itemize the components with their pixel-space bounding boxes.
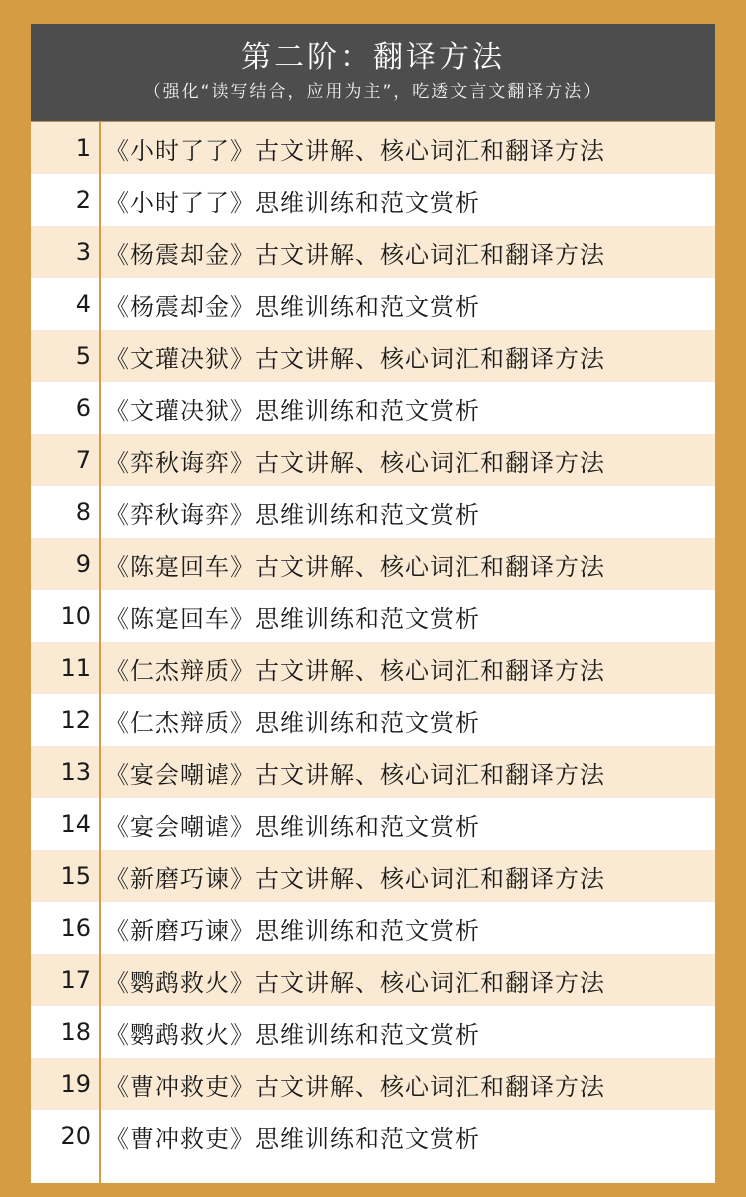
lesson-title: 《文瓘决狱》古文讲解、核心词汇和翻译方法 <box>105 344 605 373</box>
course-card <box>31 24 715 1183</box>
lesson-title: 《宴会嘲谑》思维训练和范文赏析 <box>105 812 480 841</box>
list-item <box>31 538 715 590</box>
lesson-number: 11 <box>60 654 91 682</box>
list-item <box>31 694 715 746</box>
lesson-number: 1 <box>75 134 91 162</box>
lesson-title: 《陈寔回车》古文讲解、核心词汇和翻译方法 <box>105 552 605 581</box>
lesson-title: 《新磨巧谏》思维训练和范文赏析 <box>105 916 480 945</box>
lesson-title: 《杨震却金》古文讲解、核心词汇和翻译方法 <box>105 240 605 269</box>
lesson-list <box>31 122 715 1162</box>
lesson-title: 《弈秋诲弈》思维训练和范文赏析 <box>105 500 480 529</box>
list-item <box>31 122 715 174</box>
lesson-number: 6 <box>75 394 91 422</box>
lesson-title: 《鹦鹉救火》古文讲解、核心词汇和翻译方法 <box>105 968 605 997</box>
lesson-number: 4 <box>75 290 91 318</box>
column-divider <box>99 122 101 1183</box>
list-item <box>31 902 715 954</box>
list-item <box>31 226 715 278</box>
lesson-number: 12 <box>60 706 91 734</box>
list-item <box>31 1058 715 1110</box>
list-item <box>31 330 715 382</box>
page-subtitle: （强化“读写结合，应用为主”，吃透文言文翻译方法） <box>143 82 603 102</box>
lesson-title: 《小时了了》古文讲解、核心词汇和翻译方法 <box>105 136 605 165</box>
list-item <box>31 1006 715 1058</box>
page-title: 第二阶：翻译方法 <box>241 40 505 75</box>
lesson-number: 15 <box>60 862 91 890</box>
lesson-title: 《仁杰辩质》古文讲解、核心词汇和翻译方法 <box>105 656 605 685</box>
lesson-number: 3 <box>75 238 91 266</box>
lesson-title: 《杨震却金》思维训练和范文赏析 <box>105 292 480 321</box>
lesson-title: 《仁杰辩质》思维训练和范文赏析 <box>105 708 480 737</box>
lesson-number: 8 <box>75 498 91 526</box>
list-item <box>31 850 715 902</box>
list-item <box>31 590 715 642</box>
lesson-title: 《小时了了》思维训练和范文赏析 <box>105 188 480 217</box>
list-item <box>31 486 715 538</box>
lesson-number: 19 <box>60 1070 91 1098</box>
list-item <box>31 1110 715 1162</box>
lesson-number: 9 <box>75 550 91 578</box>
list-item <box>31 954 715 1006</box>
lesson-number: 20 <box>60 1122 91 1150</box>
lesson-number: 13 <box>60 758 91 786</box>
lesson-title: 《鹦鹉救火》思维训练和范文赏析 <box>105 1020 480 1049</box>
lesson-title: 《陈寔回车》思维训练和范文赏析 <box>105 604 480 633</box>
list-item <box>31 642 715 694</box>
header <box>31 24 715 122</box>
lesson-title: 《弈秋诲弈》古文讲解、核心词汇和翻译方法 <box>105 448 605 477</box>
list-item <box>31 746 715 798</box>
lesson-number: 16 <box>60 914 91 942</box>
list-item <box>31 798 715 850</box>
lesson-title: 《宴会嘲谑》古文讲解、核心词汇和翻译方法 <box>105 760 605 789</box>
lesson-title: 《文瓘决狱》思维训练和范文赏析 <box>105 396 480 425</box>
lesson-number: 7 <box>75 446 91 474</box>
list-item <box>31 434 715 486</box>
list-item <box>31 174 715 226</box>
lesson-title: 《曹冲救吏》古文讲解、核心词汇和翻译方法 <box>105 1072 605 1101</box>
lesson-number: 5 <box>75 342 91 370</box>
lesson-title: 《新磨巧谏》古文讲解、核心词汇和翻译方法 <box>105 864 605 893</box>
lesson-title: 《曹冲救吏》思维训练和范文赏析 <box>105 1124 480 1153</box>
lesson-number: 17 <box>60 966 91 994</box>
lesson-number: 10 <box>60 602 91 630</box>
list-item <box>31 278 715 330</box>
lesson-number: 18 <box>60 1018 91 1046</box>
lesson-number: 14 <box>60 810 91 838</box>
list-item <box>31 382 715 434</box>
lesson-number: 2 <box>75 186 91 214</box>
